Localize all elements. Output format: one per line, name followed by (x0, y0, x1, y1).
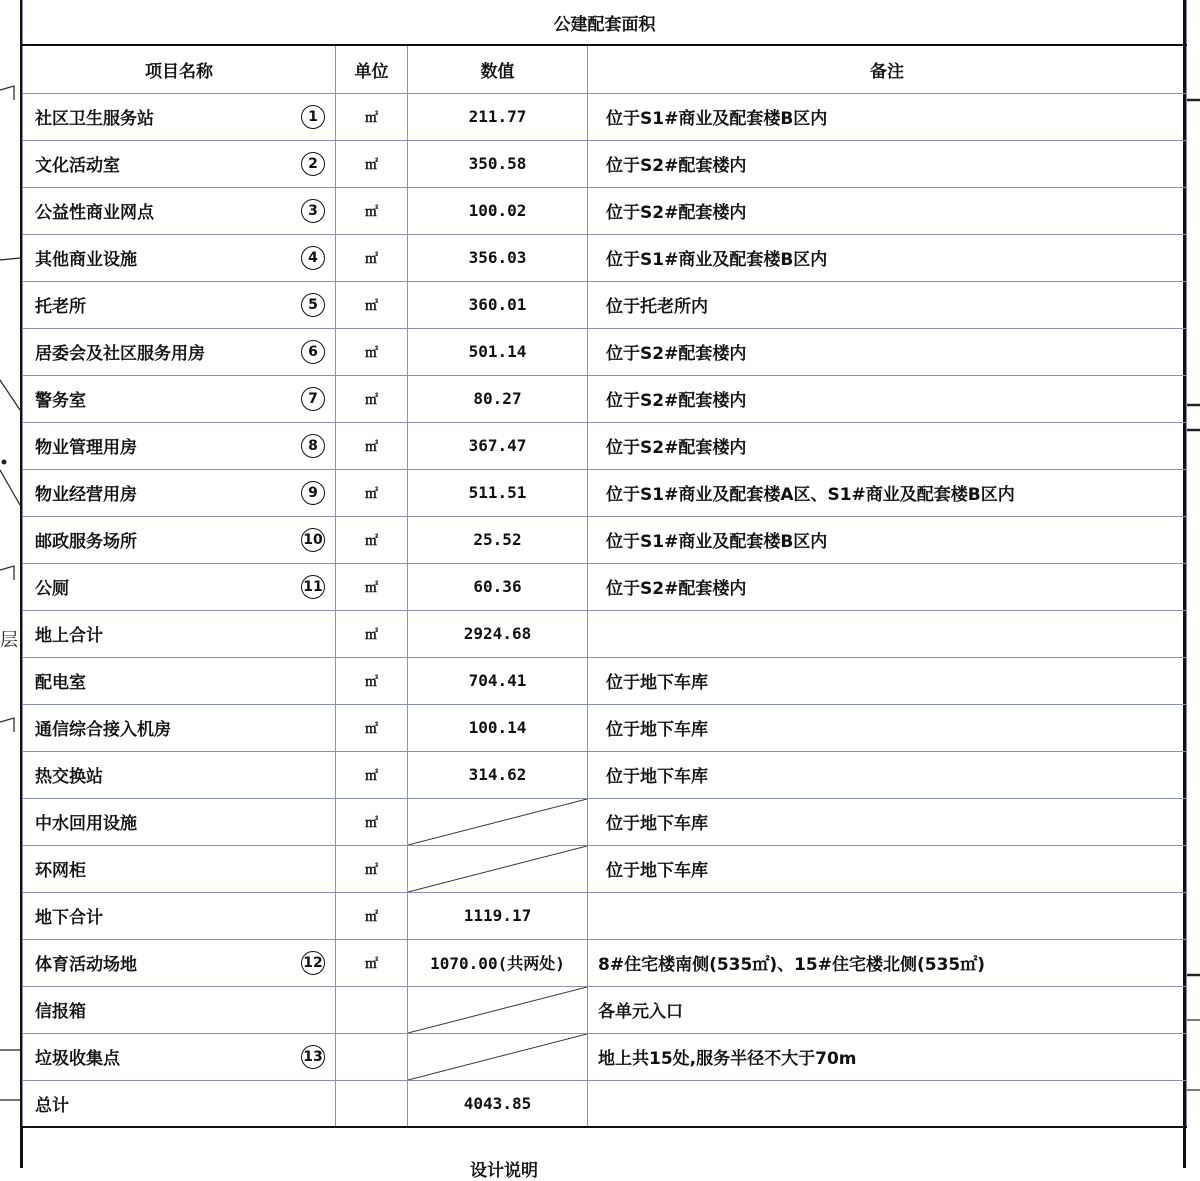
cell-unit (336, 1080, 408, 1127)
table-row (23, 939, 1187, 986)
cell-name (23, 1033, 336, 1080)
cell-value (408, 1033, 588, 1080)
table-row (23, 986, 1187, 1033)
cell-value: 25.52 (408, 516, 588, 563)
side-text: 层 (0, 630, 18, 651)
header-note: 备注 (588, 45, 1187, 93)
item-number-badge: 9 (301, 481, 325, 505)
item-name: 地下合计 (35, 908, 103, 928)
table-row (23, 1080, 1187, 1127)
cell-note: 各单元入口 (588, 986, 1187, 1033)
cell-value: 2924.68 (408, 610, 588, 657)
cell-unit: ㎡ (336, 610, 408, 657)
empty-cell-slash (408, 1034, 587, 1080)
cell-name (23, 93, 336, 140)
cell-value: 350.58 (408, 140, 588, 187)
cell-name (23, 704, 336, 751)
cell-note: 位于S2#配套楼内 (588, 375, 1187, 422)
table-row (23, 516, 1187, 563)
cell-name (23, 140, 336, 187)
cell-note: 位于S1#商业及配套楼B区内 (588, 93, 1187, 140)
header-value: 数值 (408, 45, 588, 93)
cell-value: 360.01 (408, 281, 588, 328)
cell-note: 位于托老所内 (588, 281, 1187, 328)
cell-name (23, 751, 336, 798)
cell-unit: ㎡ (336, 281, 408, 328)
cell-unit: ㎡ (336, 93, 408, 140)
cell-unit (336, 1033, 408, 1080)
item-name: 邮政服务场所 (35, 532, 137, 552)
public-facilities-area-table (22, 0, 1187, 1128)
cell-note: 位于地下车库 (588, 845, 1187, 892)
table-row (23, 657, 1187, 704)
item-number-badge: 7 (301, 387, 325, 411)
cell-name (23, 234, 336, 281)
item-name: 体育活动场地 (35, 955, 137, 975)
design-notes-heading: 设计说明 (470, 1161, 538, 1181)
table-row (23, 234, 1187, 281)
table-row (23, 610, 1187, 657)
cell-unit (336, 986, 408, 1033)
cell-value: 80.27 (408, 375, 588, 422)
header-name: 项目名称 (23, 45, 336, 93)
table-row (23, 187, 1187, 234)
cell-name (23, 422, 336, 469)
item-number-badge: 6 (301, 340, 325, 364)
cell-value: 501.14 (408, 328, 588, 375)
item-name: 环网柜 (35, 861, 86, 881)
cell-value: 100.14 (408, 704, 588, 751)
item-name: 地上合计 (35, 626, 103, 646)
cell-value (408, 986, 588, 1033)
cell-unit: ㎡ (336, 939, 408, 986)
cell-name (23, 657, 336, 704)
cell-value: 211.77 (408, 93, 588, 140)
cell-note: 位于S1#商业及配套楼A区、S1#商业及配套楼B区内 (588, 469, 1187, 516)
cell-note (588, 1080, 1187, 1127)
cell-unit: ㎡ (336, 845, 408, 892)
cell-name (23, 892, 336, 939)
item-name: 总计 (35, 1095, 69, 1116)
cell-unit: ㎡ (336, 892, 408, 939)
table-row (23, 281, 1187, 328)
cell-value: 367.47 (408, 422, 588, 469)
item-number-badge: 13 (301, 1045, 325, 1069)
table-row (23, 469, 1187, 516)
item-name: 社区卫生服务站 (35, 109, 154, 129)
table-row (23, 563, 1187, 610)
item-name: 居委会及社区服务用房 (35, 344, 205, 364)
cell-name (23, 986, 336, 1033)
empty-cell-slash (408, 987, 587, 1033)
cell-value: 704.41 (408, 657, 588, 704)
cell-name (23, 516, 336, 563)
cell-unit: ㎡ (336, 563, 408, 610)
item-name: 托老所 (35, 297, 86, 317)
cell-note: 位于地下车库 (588, 798, 1187, 845)
cell-name (23, 187, 336, 234)
cell-unit: ㎡ (336, 140, 408, 187)
item-name: 文化活动室 (35, 156, 120, 176)
cell-value: 100.02 (408, 187, 588, 234)
item-number-badge: 3 (301, 199, 325, 223)
cell-name (23, 798, 336, 845)
item-name: 其他商业设施 (35, 250, 137, 270)
cell-note: 位于S1#商业及配套楼B区内 (588, 234, 1187, 281)
cell-value: 60.36 (408, 563, 588, 610)
empty-cell-slash (408, 846, 587, 892)
item-number-badge: 2 (301, 152, 325, 176)
header-unit: 单位 (336, 45, 408, 93)
item-number-badge: 11 (301, 575, 325, 599)
cell-value: 356.03 (408, 234, 588, 281)
cell-note: 位于S2#配套楼内 (588, 187, 1187, 234)
item-number-badge: 1 (301, 105, 325, 129)
cell-name (23, 1080, 336, 1127)
cell-note: 位于S1#商业及配套楼B区内 (588, 516, 1187, 563)
cell-note: 位于S2#配套楼内 (588, 328, 1187, 375)
table-row (23, 422, 1187, 469)
cell-unit: ㎡ (336, 187, 408, 234)
cell-note (588, 610, 1187, 657)
cell-note: 位于地下车库 (588, 704, 1187, 751)
item-number-badge: 12 (301, 951, 325, 975)
cell-unit: ㎡ (336, 422, 408, 469)
cell-unit: ㎡ (336, 704, 408, 751)
item-name: 物业管理用房 (35, 438, 137, 458)
cell-value: 1119.17 (408, 892, 588, 939)
cell-value: 1070.00(共两处) (408, 939, 588, 986)
cell-note: 位于S2#配套楼内 (588, 422, 1187, 469)
cell-note: 位于地下车库 (588, 751, 1187, 798)
cell-name (23, 563, 336, 610)
item-number-badge: 5 (301, 293, 325, 317)
cell-note: 地上共15处,服务半径不大于70m (588, 1033, 1187, 1080)
cell-note (588, 892, 1187, 939)
item-name: 热交换站 (35, 767, 103, 787)
cell-name (23, 469, 336, 516)
table-row (23, 751, 1187, 798)
table-row (23, 1033, 1187, 1080)
item-name: 公益性商业网点 (35, 203, 154, 223)
table-row (23, 93, 1187, 140)
cell-unit: ㎡ (336, 328, 408, 375)
cell-unit: ㎡ (336, 469, 408, 516)
cell-unit: ㎡ (336, 657, 408, 704)
cell-value: 314.62 (408, 751, 588, 798)
table-row (23, 798, 1187, 845)
item-name: 通信综合接入机房 (35, 720, 171, 740)
cell-name (23, 610, 336, 657)
cell-unit: ㎡ (336, 516, 408, 563)
cell-value (408, 798, 588, 845)
item-name: 公厕 (35, 579, 69, 599)
cell-name (23, 328, 336, 375)
cell-unit: ㎡ (336, 751, 408, 798)
cell-unit: ㎡ (336, 234, 408, 281)
cell-unit: ㎡ (336, 375, 408, 422)
table-row (23, 375, 1187, 422)
item-name: 配电室 (35, 673, 86, 693)
cell-note: 位于S2#配套楼内 (588, 563, 1187, 610)
table-row (23, 328, 1187, 375)
item-name: 垃圾收集点 (35, 1049, 120, 1069)
item-number-badge: 8 (301, 434, 325, 458)
item-name: 物业经营用房 (35, 485, 137, 505)
cell-value: 511.51 (408, 469, 588, 516)
cell-unit: ㎡ (336, 798, 408, 845)
item-name: 中水回用设施 (35, 814, 137, 834)
cell-value (408, 845, 588, 892)
table-row (23, 845, 1187, 892)
cell-name (23, 281, 336, 328)
table-row (23, 892, 1187, 939)
cell-name (23, 939, 336, 986)
cell-note: 位于地下车库 (588, 657, 1187, 704)
table-row (23, 704, 1187, 751)
item-number-badge: 4 (301, 246, 325, 270)
cell-note: 8#住宅楼南侧(535㎡)、15#住宅楼北侧(535㎡) (588, 939, 1187, 986)
table-title: 公建配套面积 (23, 0, 1187, 45)
cell-note: 位于S2#配套楼内 (588, 140, 1187, 187)
cell-value: 4043.85 (408, 1080, 588, 1127)
item-name: 信报箱 (35, 1002, 86, 1022)
cell-name (23, 845, 336, 892)
cell-name (23, 375, 336, 422)
table-row (23, 140, 1187, 187)
item-name: 警务室 (35, 391, 86, 411)
empty-cell-slash (408, 799, 587, 845)
item-number-badge: 10 (301, 528, 325, 552)
